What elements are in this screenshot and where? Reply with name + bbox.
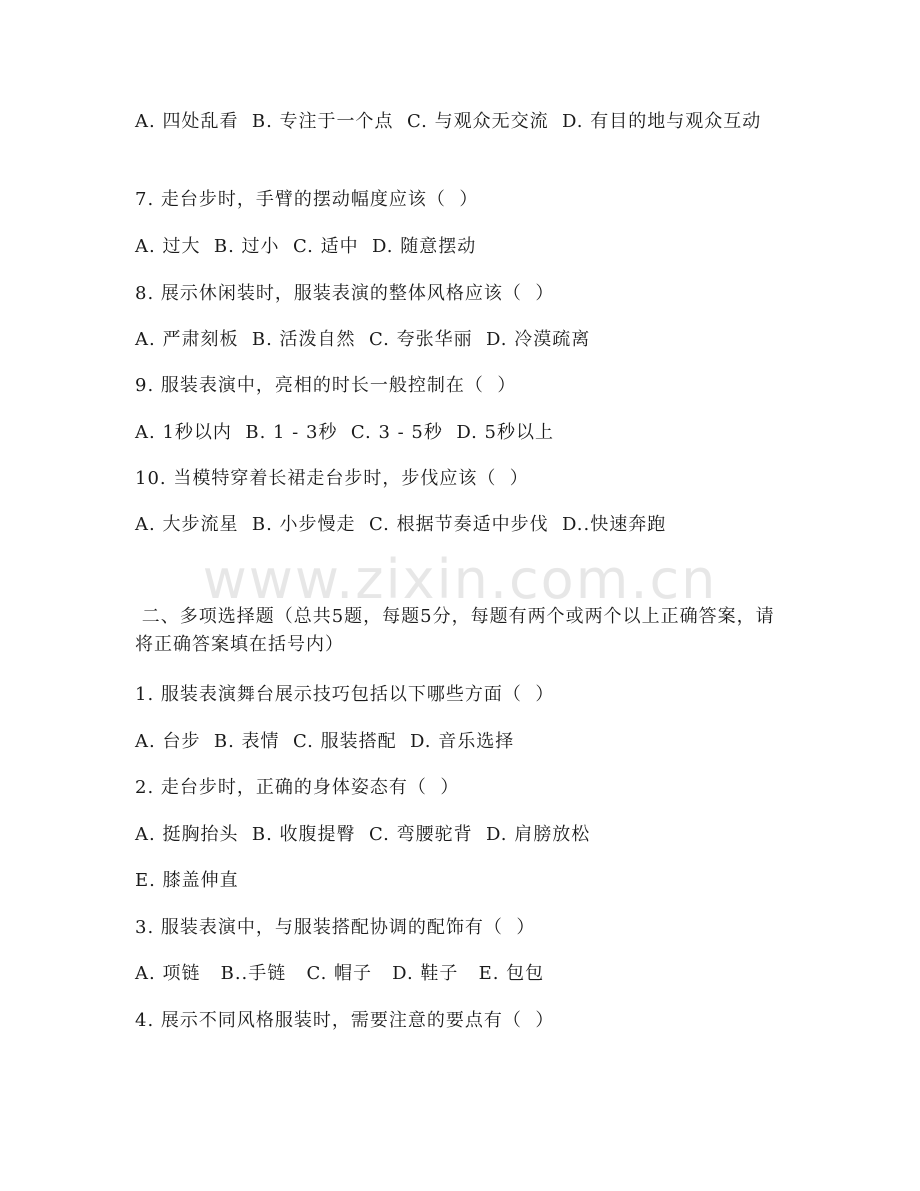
multi-question-3-text: 3. 服装表演中，与服装搭配协调的配饰有（ ） <box>135 917 536 938</box>
question-6-options: A. 四处乱看 B. 专注于一个点 C. 与观众无交流 D. 有目的地与观众互动 <box>135 111 762 132</box>
multi-question-1-options: A. 台步 B. 表情 C. 服装搭配 D. 音乐选择 <box>135 731 515 752</box>
multi-question-1-text: 1. 服装表演舞台展示技巧包括以下哪些方面（ ） <box>135 684 555 705</box>
question-9-text: 9. 服装表演中，亮相的时长一般控制在（ ） <box>135 375 517 396</box>
multi-question-2-options: A. 挺胸抬头 B. 收腹提臀 C. 弯腰驼背 D. 肩膀放松 <box>135 824 591 845</box>
question-7-options: A. 过大 B. 过小 C. 适中 D. 随意摆动 <box>135 236 477 257</box>
multi-question-4-text: 4. 展示不同风格服装时，需要注意的要点有（ ） <box>135 1010 555 1031</box>
question-7-text: 7. 走台步时，手臂的摆动幅度应该（ ） <box>135 189 479 210</box>
watermark: www.zixin.com.cn <box>202 548 718 611</box>
multi-question-2-option-e: E. 膝盖伸直 <box>135 870 239 891</box>
multi-question-2-text: 2. 走台步时，正确的身体姿态有（ ） <box>135 777 460 798</box>
multi-question-3-options: A. 项链 B..手链 C. 帽子 D. 鞋子 E. 包包 <box>135 963 545 984</box>
question-8-text: 8. 展示休闲装时，服装表演的整体风格应该（ ） <box>135 283 555 304</box>
question-10-options: A. 大步流星 B. 小步慢走 C. 根据节奏适中步伐 D..快速奔跑 <box>135 514 667 535</box>
question-8-options: A. 严肃刻板 B. 活泼自然 C. 夸张华丽 D. 冷漠疏离 <box>135 329 591 350</box>
question-9-options: A. 1秒以内 B. 1 - 3秒 C. 3 - 5秒 D. 5秒以上 <box>135 422 555 443</box>
section-2-heading: 二、多项选择题（总共5题，每题5分，每题有两个或两个以上正确答案，请将正确答案填在括号内） <box>135 606 775 655</box>
question-10-text: 10. 当模特穿着长裙走台步时，步伐应该（ ） <box>135 468 529 489</box>
